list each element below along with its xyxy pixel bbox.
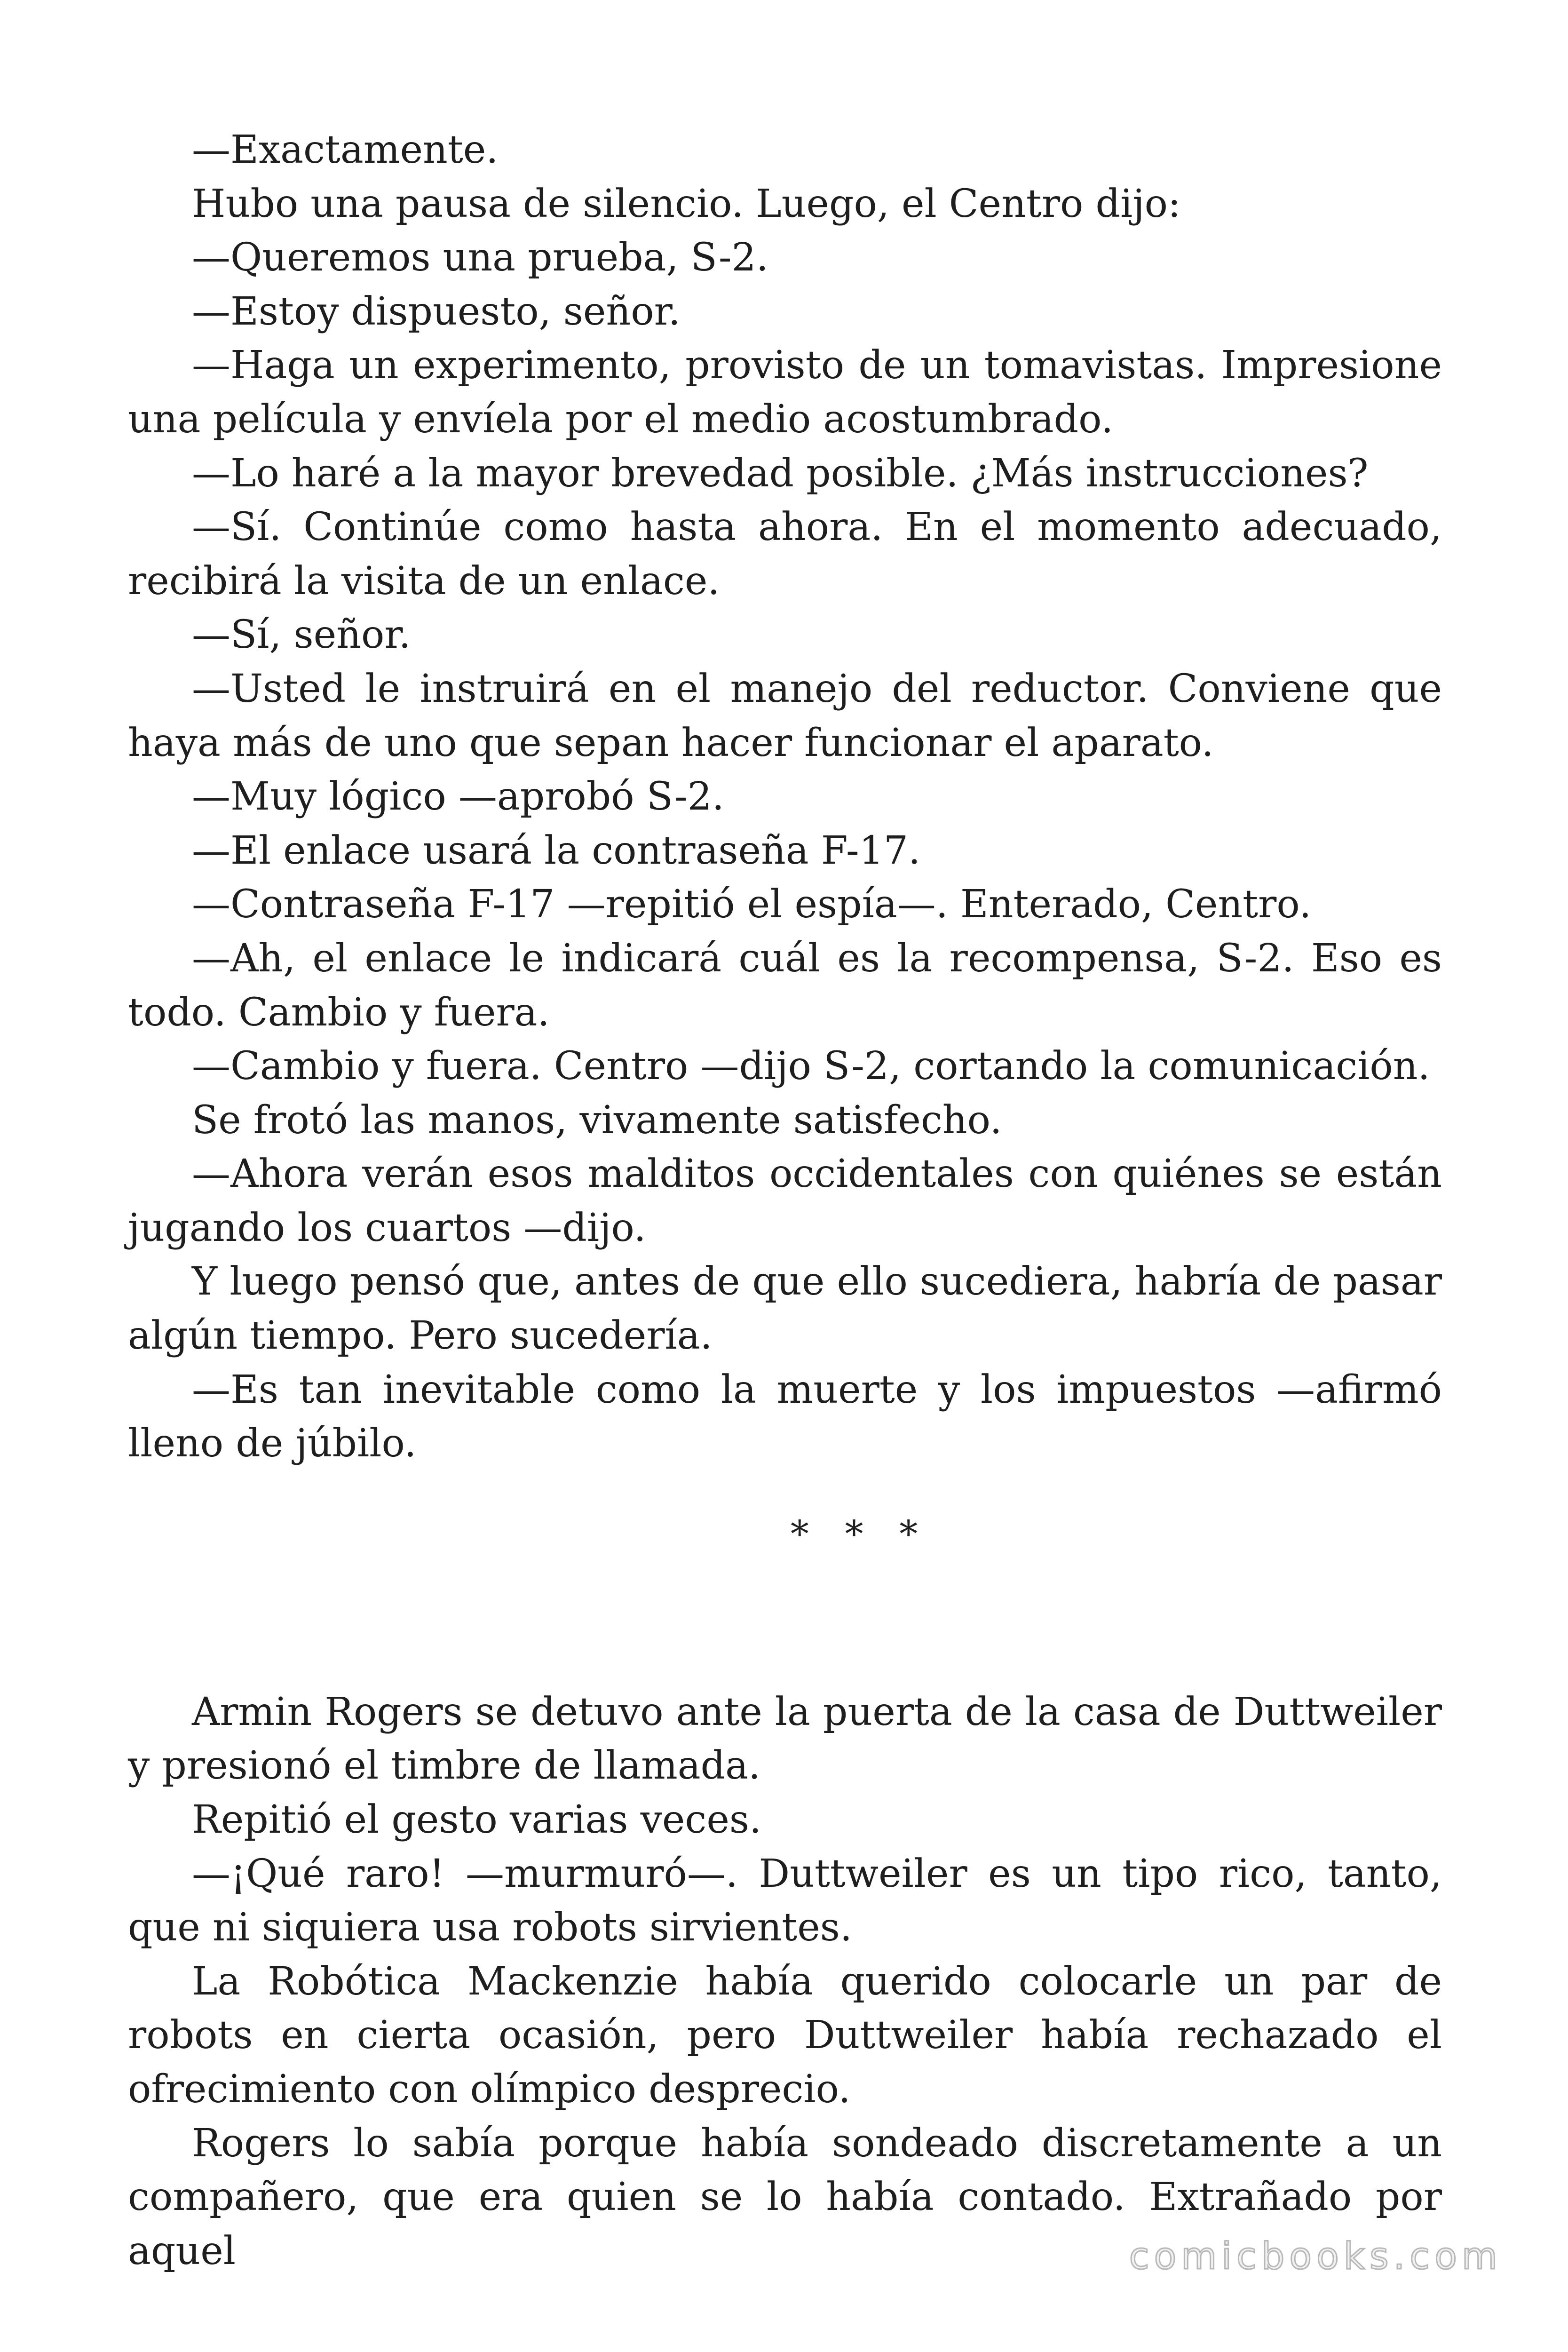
watermark: comicbooks.com — [1129, 2235, 1502, 2278]
paragraph: —Contraseña F-17 —repitió el espía—. Enterado, Centro. — [192, 882, 1312, 927]
paragraph: —Queremos una prueba, S-2. — [192, 235, 768, 280]
paragraph: —Es tan inevitable como la muerte y los impuestos —afirmó lleno de júbilo. — [128, 1367, 1442, 1466]
page-body — [128, 123, 1442, 2278]
paragraph: —Ahora verán esos malditos occidentales con quiénes se están jugando los cuartos —dijo. — [128, 1152, 1442, 1250]
paragraph: —Ah, el enlace le indicará cuál es la recompensa, S-2. Eso es todo. Cambio y fuera. — [128, 936, 1442, 1035]
paragraph: —¡Qué raro! —murmuró—. Duttweiler es un tipo rico, tanto, que ni siquiera usa robots sirvientes. — [128, 1851, 1442, 1950]
paragraph: Rogers lo sabía porque había sondeado discretamente a un compañero, que era quien se lo había contado. Extrañado por aquel — [128, 2121, 1442, 2273]
paragraph: Hubo una pausa de silencio. Luego, el Centro dijo: — [192, 181, 1181, 226]
section-separator — [128, 1513, 1442, 1685]
paragraph: Y luego pensó que, antes de que ello sucediera, habría de pasar algún tiempo. Pero sucedería. — [128, 1259, 1442, 1359]
paragraph: Repitió el gesto varias veces. — [192, 1797, 762, 1843]
paragraph: —Cambio y fuera. Centro —dijo S-2, cortando la comunicación. — [192, 1044, 1430, 1089]
paragraph: —Exactamente. — [192, 127, 499, 172]
paragraph: —El enlace usará la contraseña F-17. — [192, 828, 921, 873]
paragraph: —Muy lógico —aprobó S-2. — [192, 774, 724, 819]
paragraph: —Usted le instruirá en el manejo del reductor. Conviene que haya más de uno que sepan hacer funcionar el aparato. — [128, 666, 1442, 765]
paragraph: —Estoy dispuesto, señor. — [192, 289, 681, 334]
paragraph: —Lo haré a la mayor brevedad posible. ¿Más instrucciones? — [192, 451, 1369, 496]
paragraph: —Haga un experimento, provisto de un tomavistas. Impresione una película y envíela por el medio acostumbrado. — [128, 343, 1442, 442]
paragraph: —Sí. Continúe como hasta ahora. En el momento adecuado, recibirá la visita de un enlace. — [128, 505, 1442, 604]
paragraph: La Robótica Mackenzie había querido colocarle un par de robots en cierta ocasión, pero Duttweiler había rechazado el ofrecimiento con olímpico desprecio. — [128, 1959, 1442, 2112]
paragraph: Armin Rogers se detuvo ante la puerta de la casa de Duttweiler y presionó el timbre de llamada. — [128, 1689, 1442, 1788]
paragraph: Se frotó las manos, vivamente satisfecho. — [192, 1097, 1002, 1143]
separator-asterisks: * * * — [790, 1513, 930, 1556]
paragraph: —Sí, señor. — [192, 612, 411, 658]
